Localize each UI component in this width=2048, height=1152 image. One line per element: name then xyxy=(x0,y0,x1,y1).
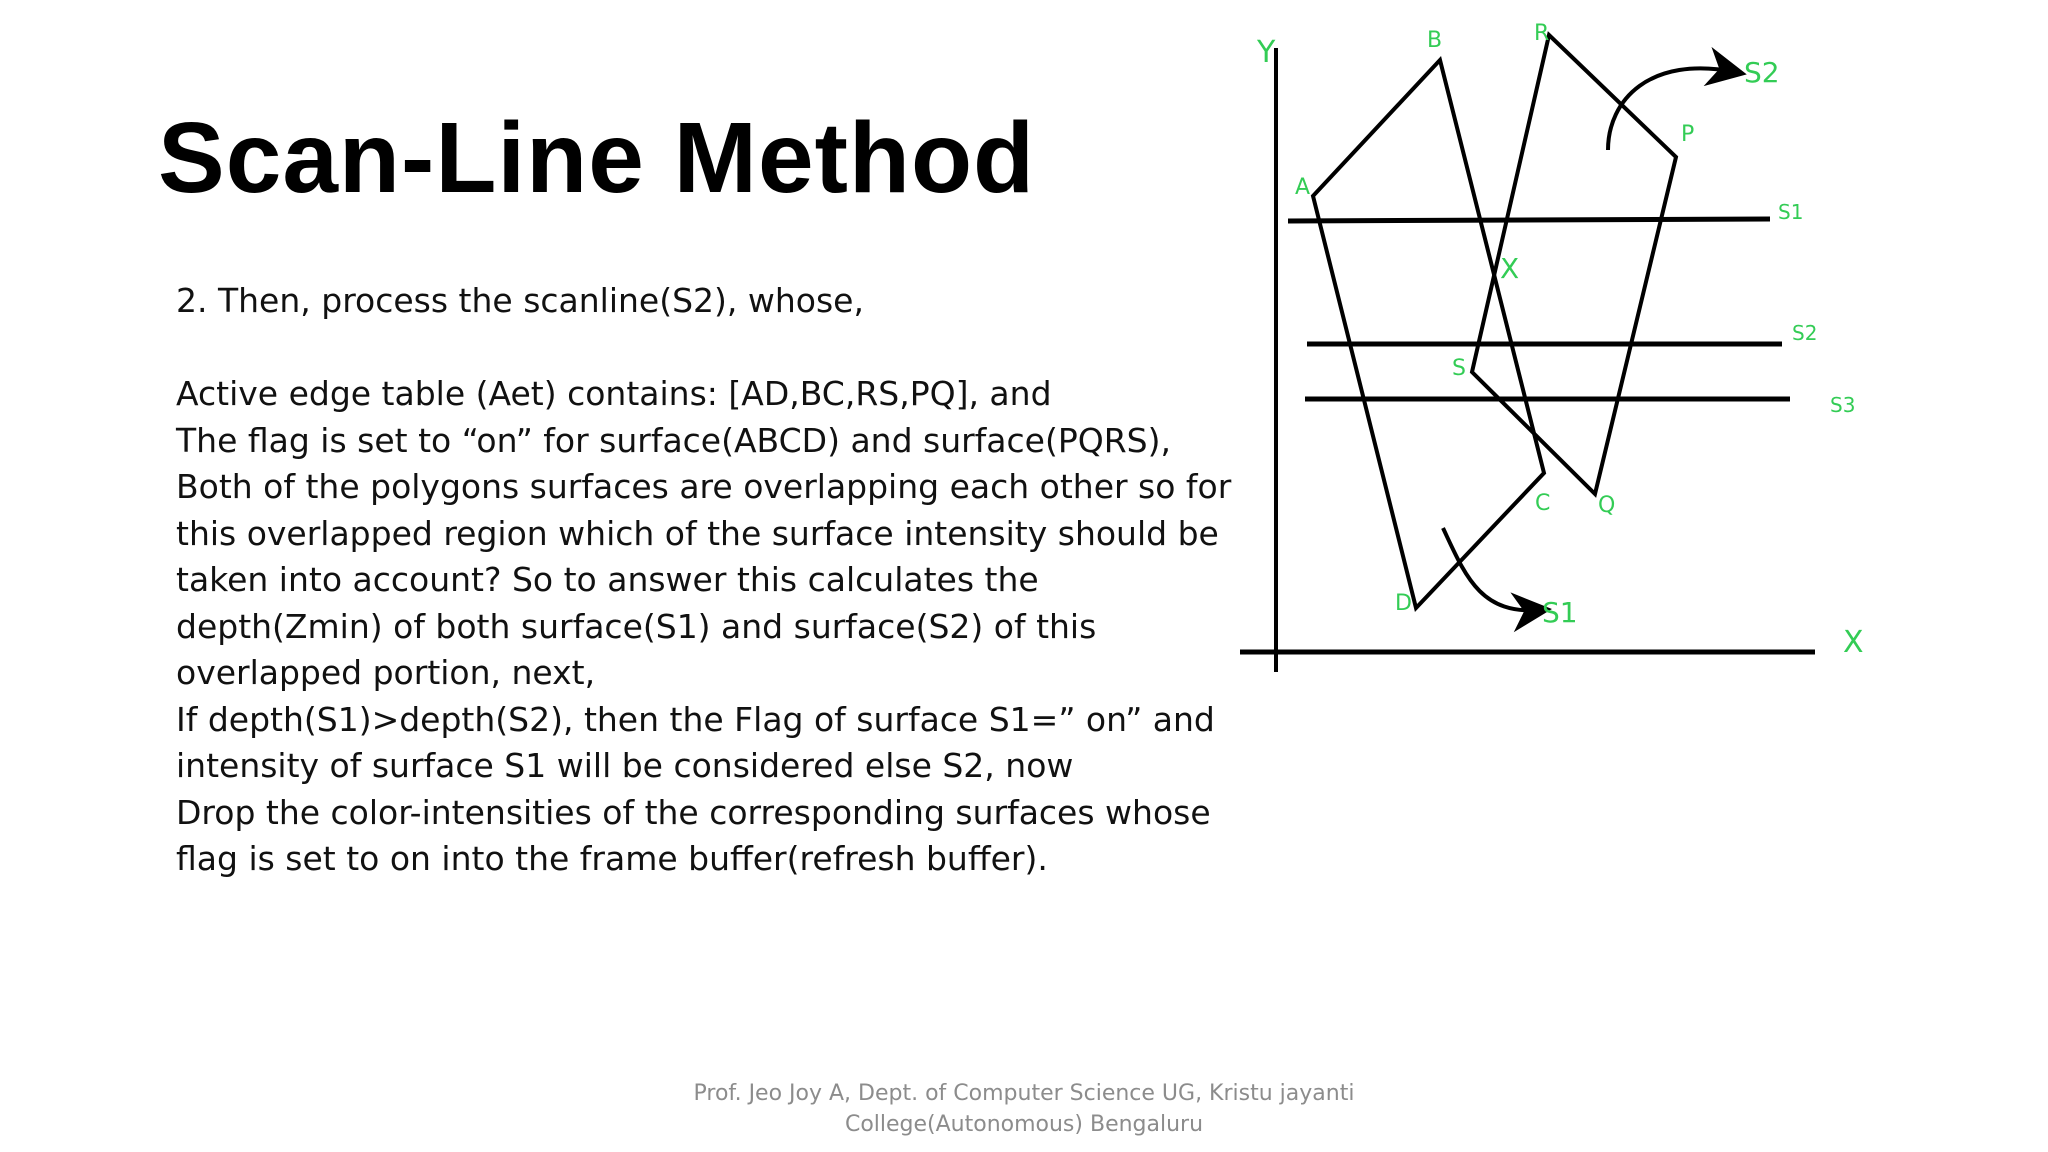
label-vertex-r: R xyxy=(1534,21,1550,46)
body-line: depth(Zmin) of both surface(S1) and surface(S2) of this xyxy=(176,606,1097,646)
body-line: If depth(S1)>depth(S2), then the Flag of surface S1=” on” and xyxy=(176,699,1215,739)
polygon-abcd xyxy=(1313,60,1544,608)
label-intersection-x: X xyxy=(1500,252,1520,285)
label-vertex-c: C xyxy=(1535,491,1551,516)
label-axis-y: Y xyxy=(1257,35,1276,70)
label-vertex-d: D xyxy=(1395,591,1412,616)
footer-line: College(Autonomous) Bengaluru xyxy=(844,1112,1204,1137)
scanline-diagram xyxy=(1220,20,1880,680)
label-axis-x: X xyxy=(1843,625,1864,660)
scanline-s1 xyxy=(1288,219,1770,221)
label-vertex-b: B xyxy=(1427,28,1443,53)
slide-footer xyxy=(0,1078,2048,1140)
arrow-to-s1 xyxy=(1443,528,1540,610)
label-scanline-s3: S3 xyxy=(1830,393,1856,417)
slide-body xyxy=(176,278,1232,883)
label-vertex-s: S xyxy=(1452,356,1466,381)
body-line: Drop the color-intensities of the corresponding surfaces whose xyxy=(176,792,1211,832)
body-line-blank xyxy=(176,325,1216,372)
body-line: Active edge table (Aet) contains: [AD,BC,RS,PQ], and xyxy=(176,374,1052,413)
body-line: overlapped portion, next, xyxy=(176,653,596,692)
body-line: 2. Then, process the scanline(S2), whose, xyxy=(176,281,864,320)
body-line: this overlapped region which of the surface intensity should be xyxy=(176,513,1219,553)
footer-line: Prof. Jeo Joy A, Dept. of Computer Science UG, Kristu jayanti xyxy=(693,1081,1355,1106)
slide-title: Scan-Line Method xyxy=(158,102,1036,214)
label-vertex-q: Q xyxy=(1598,493,1616,518)
label-surface-s2: S2 xyxy=(1744,56,1780,89)
label-vertex-a: A xyxy=(1295,175,1311,200)
label-surface-s1: S1 xyxy=(1542,596,1578,629)
body-line: The flag is set to “on” for surface(ABCD) and surface(PQRS), xyxy=(176,420,1171,460)
label-scanline-s2: S2 xyxy=(1792,321,1818,345)
body-line: taken into account? So to answer this calculates the xyxy=(176,560,1039,599)
label-vertex-p: P xyxy=(1681,122,1695,147)
body-line: flag is set to on into the frame buffer(refresh buffer). xyxy=(176,839,1048,878)
label-scanline-s1: S1 xyxy=(1778,200,1804,224)
body-line: Both of the polygons surfaces are overlapping each other so for xyxy=(176,467,1232,506)
body-line: intensity of surface S1 will be considered else S2, now xyxy=(176,746,1074,785)
